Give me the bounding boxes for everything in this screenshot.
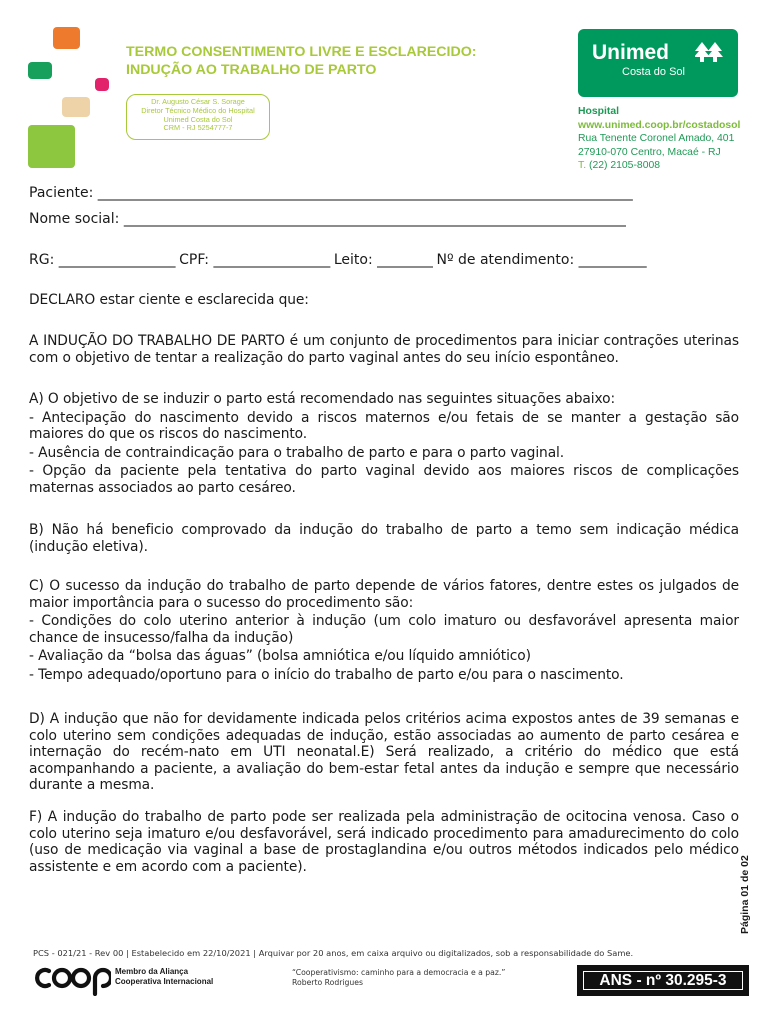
section-d-text: D) A indução que não for devidamente indicada pelos critérios acima expostos antes de 39 semanas e colo uterino sem condições adequadas de indução, estão associadas ao aumento de parto cesárea e internação do recém-nato em UTI neonatal.E) Será realizado, a critério do médico que está acompanhando a paciente, a avaliação do bem-estar fetal antes da indução e sempre que necessário durante a mesma.	[29, 711, 739, 793]
section-b	[29, 522, 739, 555]
section-c-title: C) O sucesso da indução do trabalho de parto depende de vários fatores, dentre estes os julgados de maior importância para o sucesso do procedimento são:	[29, 578, 739, 611]
tel-prefix: T.	[578, 160, 587, 171]
intro-paragraph	[29, 333, 739, 366]
section-a-item: - Opção da paciente pela tentativa do parto vaginal devido aos maiores riscos de complicações maternas associados ao parto cesáreo.	[29, 463, 739, 496]
atendimento-label: Nº de atendimento:	[436, 252, 575, 268]
section-a-item: - Antecipação do nascimento devido a riscos maternos e/ou fetais de se manter a gestação são maiores do que os riscos do nascimento.	[29, 409, 739, 442]
leito-line[interactable]: _________	[377, 252, 433, 268]
stamp-line: CRM - RJ 5254777-7	[163, 123, 233, 133]
quote-text: “Cooperativismo: caminho para a democracia e a paz.”	[292, 968, 506, 977]
section-a	[29, 391, 739, 496]
logo-name: Unimed	[592, 41, 670, 64]
cooperativism-quote	[292, 968, 505, 987]
stamp-line: Diretor Técnico Médico do Hospital	[141, 105, 255, 115]
declaro-text: DECLARO estar ciente e esclarecida que:	[29, 292, 309, 308]
section-f-text: F) A indução do trabalho de parto pode ser realizada pela administração de ocitocina venosa. Caso o colo uterino seja imaturo e/ou desfavorável, será indicado procedimento para amadurecimento do colo (uso de medicação via vaginal a base de prostaglandina e/ou outros métodos indicados pelo médico assistente e em acordo com a paciente).	[29, 809, 739, 875]
paciente-field[interactable]	[29, 185, 632, 201]
stamp-line: Dr. Augusto César S. Sorage	[151, 97, 245, 106]
ans-number: ANS - nº 30.295-3	[583, 971, 743, 990]
nome-social-line[interactable]: ____________________________________________________________________________	[123, 211, 626, 227]
page-number: Página 01 de 02	[739, 855, 751, 934]
document-control-info: PCS - 021/21 - Rev 00 | Estabelecido em 22/10/2021 | Arquivar por 20 anos, em caixa arquivo ou digitalizados, sob a responsabilidade do Same.	[33, 948, 634, 958]
paciente-label: Paciente:	[29, 185, 94, 201]
section-c-item: - Condições do colo uterino anterior à indução (um colo imaturo ou desfavorável apresenta maior chance de insucesso/falha da indução)	[29, 613, 739, 646]
logo-subtitle: Costa do Sol	[622, 66, 685, 78]
intro-text: A INDUÇÃO DO TRABALHO DE PARTO é um conjunto de procedimentos para iniciar contrações uterinas com o objetivo de tentar a realização do parto vaginal antes do seu início espontâneo.	[29, 333, 739, 366]
pine-tree-icon	[695, 42, 723, 62]
title-line-1: TERMO CONSENTIMENTO LIVRE E ESCLARECIDO:	[126, 44, 477, 60]
alliance-text	[115, 967, 213, 986]
rg-label: RG:	[29, 252, 55, 268]
alliance-line-2: Cooperativa Internacional	[115, 976, 214, 986]
unimed-logo	[578, 29, 738, 97]
section-a-item: - Ausência de contraindicação para o trabalho de parto e para o parto vaginal.	[29, 444, 565, 461]
section-c	[29, 578, 739, 683]
address-line-1: Rua Tenente Coronel Amado, 401	[578, 133, 735, 144]
atendimento-line[interactable]: ___________	[578, 252, 646, 268]
decor-square-orange	[53, 27, 80, 49]
website-link[interactable]: www.unimed.coop.br/costadosol	[578, 119, 741, 131]
phone-number: (22) 2105-8008	[588, 160, 661, 171]
alliance-line-1: Membro da Aliança	[115, 967, 189, 976]
section-a-title: A) O objetivo de se induzir o parto está recomendado nas seguintes situações abaixo:	[29, 391, 615, 407]
director-stamp	[126, 94, 270, 140]
decor-square-pink	[95, 78, 109, 91]
declaro-paragraph	[29, 292, 739, 309]
coop-logo	[33, 962, 111, 996]
section-f	[29, 809, 739, 875]
decor-square-lime	[28, 125, 75, 168]
phone-line	[578, 159, 758, 173]
decor-square-green	[28, 62, 52, 79]
document-title	[126, 43, 556, 79]
ans-badge	[578, 966, 748, 995]
title-line-2: INDUÇÃO AO TRABALHO DE PARTO	[126, 62, 377, 78]
id-fields-row	[29, 252, 646, 268]
leito-label: Leito:	[333, 252, 373, 268]
cpf-line[interactable]: ___________________	[213, 252, 330, 268]
section-c-item: - Tempo adequado/oportuno para o início do trabalho de parto e/ou para o nascimento.	[29, 666, 624, 683]
hospital-contact	[578, 105, 758, 173]
rg-line[interactable]: ___________________	[58, 252, 175, 268]
cpf-label: CPF:	[179, 252, 210, 268]
section-d	[29, 711, 739, 794]
paciente-line[interactable]: _________________________________________________________________________________	[97, 185, 633, 201]
decor-square-beige	[62, 97, 90, 117]
address-line-2: 27910-070 Centro, Macaé - RJ	[578, 146, 721, 158]
nome-social-label: Nome social:	[29, 211, 120, 227]
stamp-line: Unimed Costa do Sol	[163, 114, 233, 124]
contact-label: Hospital	[578, 106, 619, 117]
section-c-item: - Avaliação da “bolsa das águas” (bolsa amniótica e/ou líquido amniótico)	[29, 648, 531, 664]
section-b-text: B) Não há beneficio comprovado da indução do trabalho de parto a temo sem indicação médica (indução eletiva).	[29, 522, 739, 555]
quote-author: Roberto Rodrigues	[292, 977, 363, 987]
nome-social-field[interactable]	[29, 211, 625, 227]
